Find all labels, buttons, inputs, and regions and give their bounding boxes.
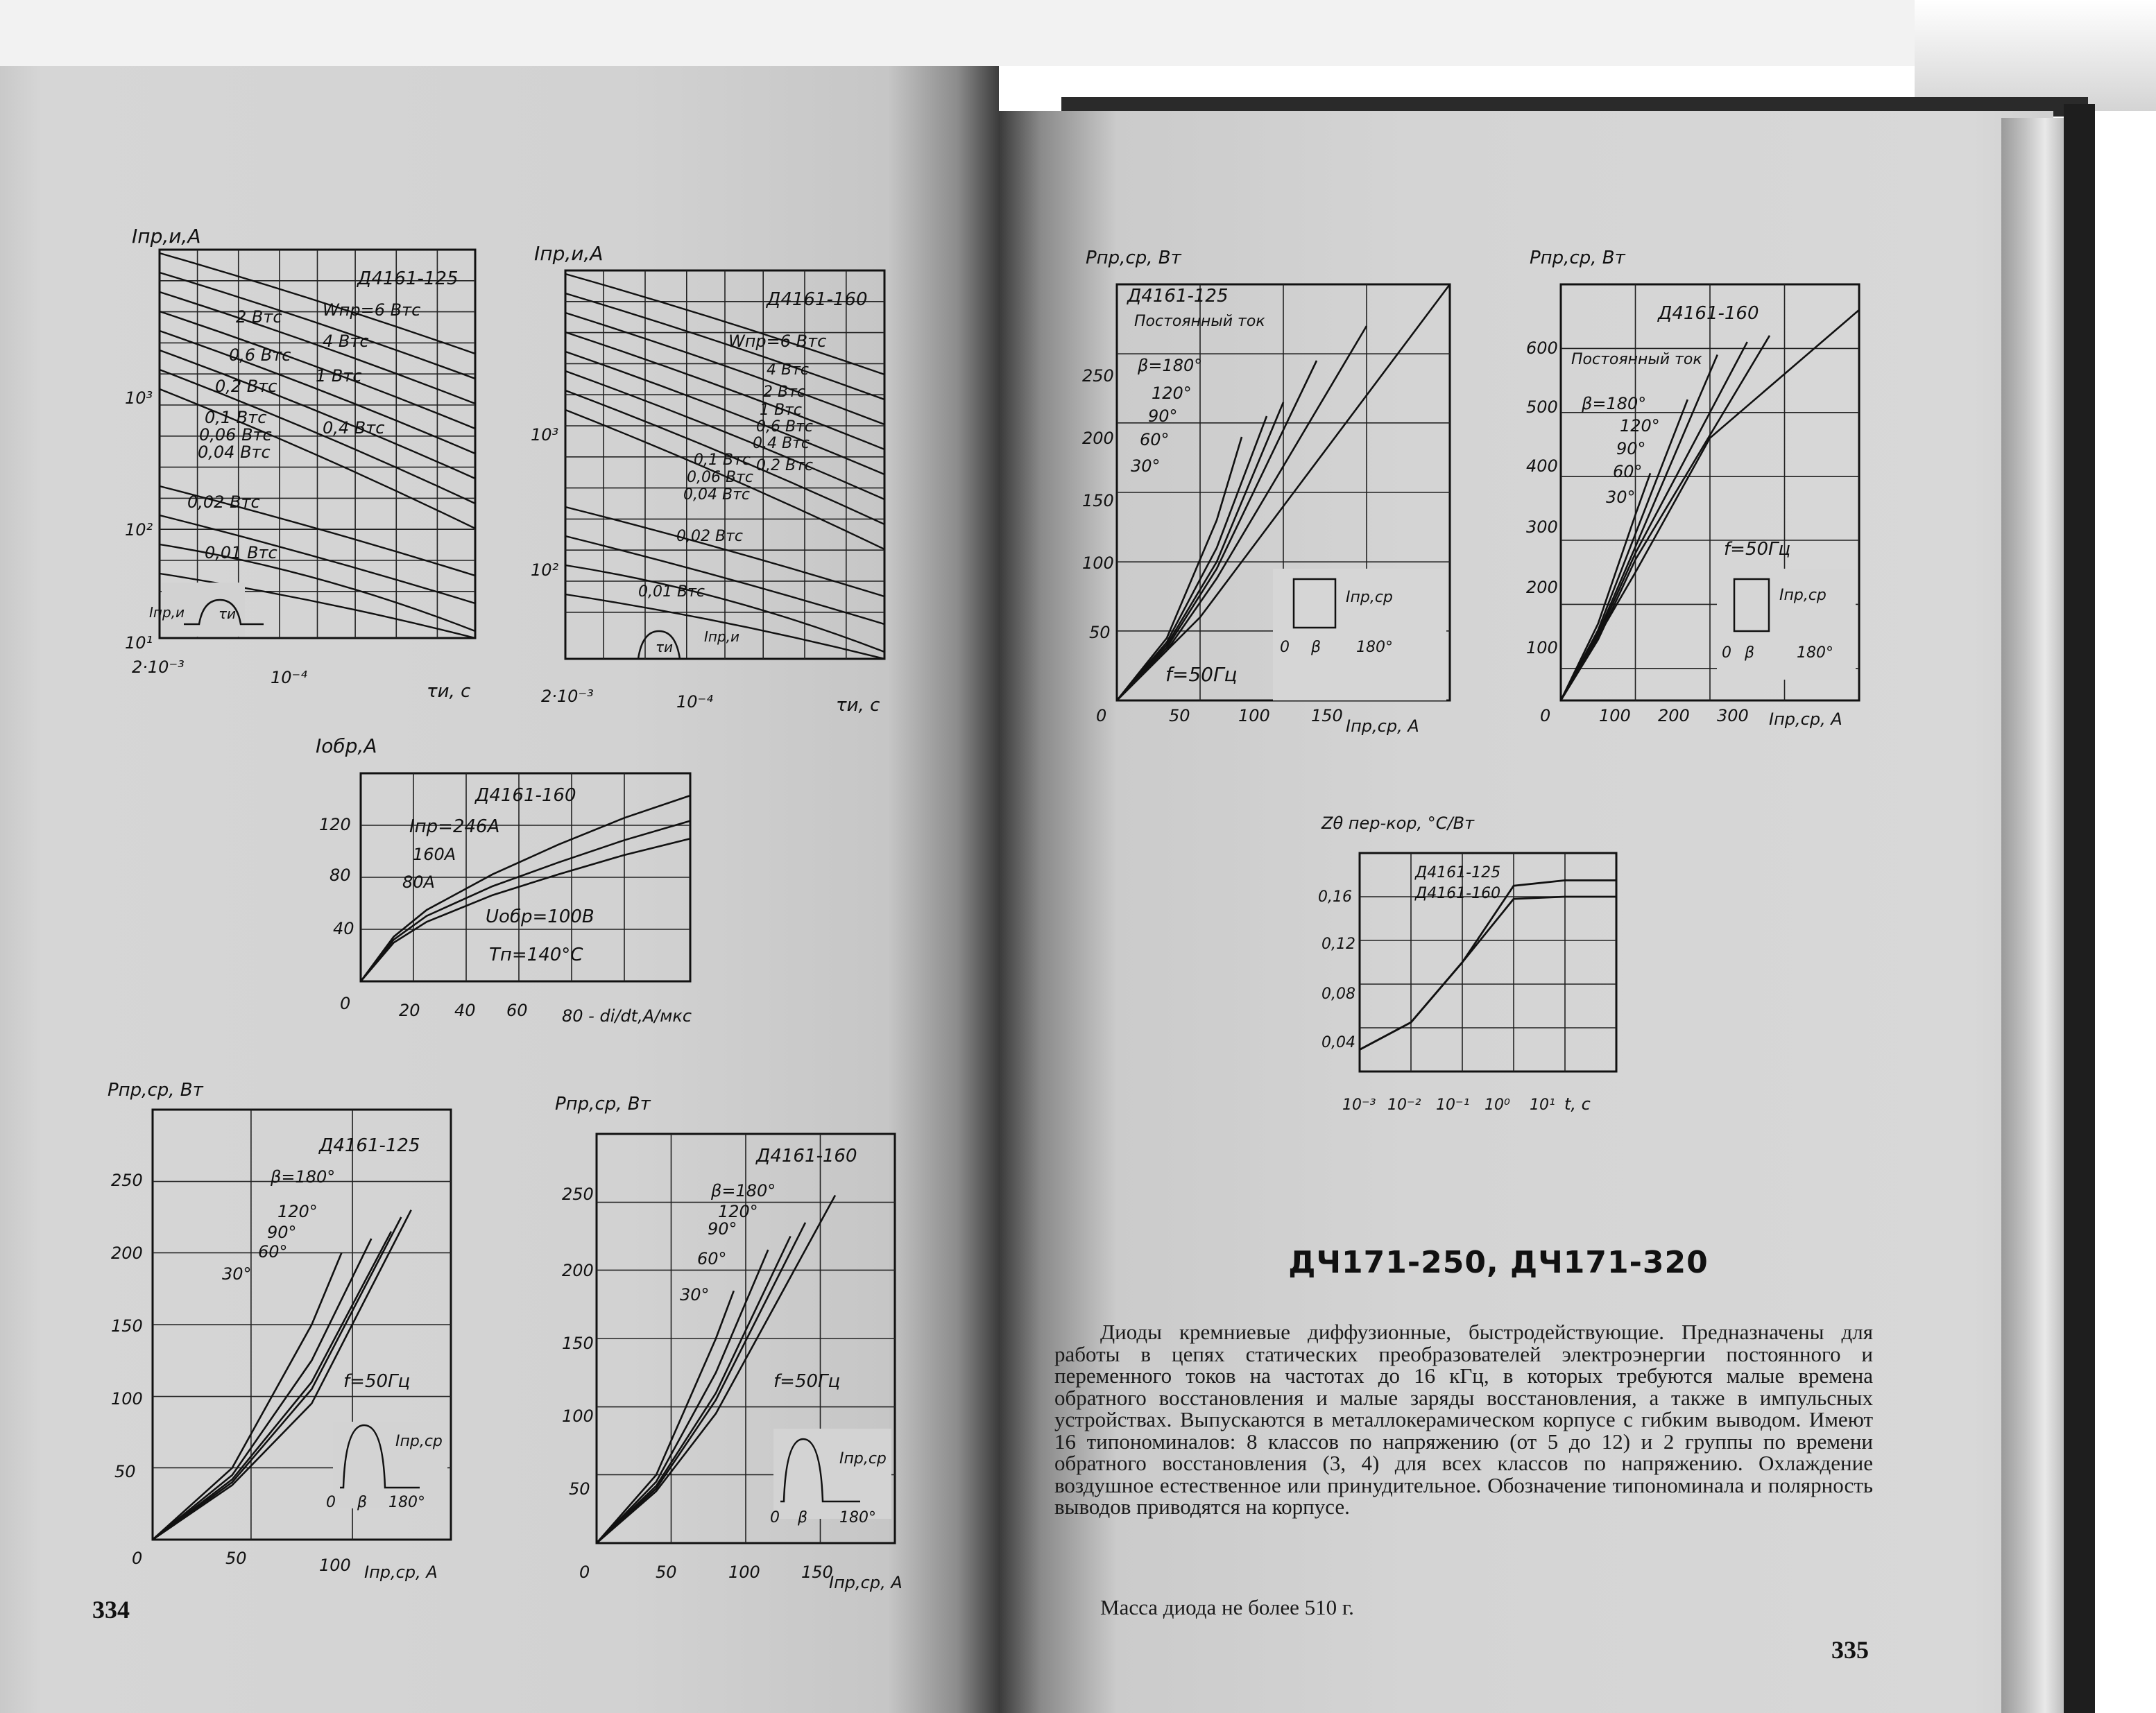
chart5-xtick-0: 0 — [579, 1563, 590, 1582]
chart6-inset-180: 180° — [1356, 639, 1393, 656]
chart2-ylabel: Iпр,и,А — [534, 242, 604, 265]
chart8-xtick-5: 10¹ — [1530, 1096, 1555, 1114]
chart5-inset-beta: β — [798, 1509, 808, 1526]
chart4-inset-180: 180° — [388, 1494, 425, 1511]
chart1-inset-current: Iпр,и — [149, 604, 185, 621]
chart6-ytick-250: 250 — [1082, 366, 1114, 386]
chart2-model: Д4161-160 — [767, 289, 868, 310]
chart2-label-001: 0,01 Втс — [638, 583, 705, 601]
chart3-ytick-80: 80 — [330, 866, 351, 885]
chart4-ylabel: Pпр,ср, Вт — [108, 1080, 203, 1101]
chart5-label-180: β=180° — [711, 1181, 776, 1200]
chart6-ytick-50: 50 — [1089, 623, 1111, 642]
chart3-ytick-120: 120 — [319, 815, 351, 834]
chart1-label-06: 0,6 Втс — [229, 345, 291, 365]
chart4-ytick-250: 250 — [111, 1171, 143, 1190]
chart2-label-6: Wпр=6 Втс — [728, 332, 827, 351]
chart-pulse-current-4161-160 — [527, 236, 916, 721]
chart6-ytick-100: 100 — [1082, 553, 1114, 573]
left-page-number: 334 — [92, 1596, 130, 1624]
chart4-ytick-200: 200 — [111, 1243, 143, 1263]
chart-pulse-current-4161-125 — [121, 222, 510, 721]
chart1-inset-tau: τи — [219, 605, 237, 622]
chart4-ytick-50: 50 — [114, 1462, 136, 1481]
chart1-ytick-10: 10¹ — [125, 633, 153, 653]
chart7-label-90: 90° — [1616, 439, 1646, 458]
chart8-model-125: Д4161-125 — [1415, 864, 1501, 881]
chart8-series-1 — [1360, 897, 1616, 1050]
chart8-xlabel: t, с — [1564, 1094, 1591, 1114]
chart7-ytick-200: 200 — [1526, 578, 1558, 597]
chart8-ytick-008: 0,08 — [1321, 985, 1355, 1003]
chart3-xtick-40: 40 — [454, 1001, 476, 1020]
chart1-label-1: 1 Втс — [316, 366, 362, 386]
chart4-label-120: 120° — [277, 1202, 318, 1221]
chart6-label-60: 60° — [1140, 430, 1170, 449]
chart7-ytick-100: 100 — [1526, 638, 1558, 657]
chart5-xtick-50: 50 — [656, 1563, 677, 1582]
chart8-ylabel: Zθ пер-кор, °С/Вт — [1321, 814, 1475, 833]
chart1-ytick-1000: 10³ — [125, 388, 153, 408]
chart8-xtick-1: 10⁻³ — [1342, 1096, 1376, 1114]
book-cover-edge — [2064, 104, 2095, 1713]
chart-power-4161-125 — [104, 1078, 493, 1599]
chart-thermal-impedance — [1308, 804, 1641, 1130]
chart7-ytick-300: 300 — [1526, 517, 1558, 537]
chart5-inset-current: Iпр,ср — [839, 1450, 887, 1467]
chart7-model: Д4161-160 — [1658, 303, 1759, 324]
chart6-label-180: β=180° — [1138, 356, 1203, 375]
chart2-label-02: 0,2 Втс — [756, 457, 813, 474]
chart1-model: Д4161-125 — [357, 268, 459, 289]
chart3-xtick-0: 0 — [340, 994, 351, 1013]
chart3-reverse-voltage: Uобр=100В — [486, 906, 594, 927]
chart5-inset-180: 180° — [839, 1509, 876, 1526]
chart6-xtick-150: 150 — [1311, 706, 1343, 725]
chart7-xtick-200: 200 — [1658, 706, 1690, 725]
chart2-label-1: 1 Втс — [760, 402, 802, 419]
chart4-frequency: f=50Гц — [343, 1371, 411, 1392]
chart7-ylabel: Pпр,ср, Вт — [1530, 248, 1625, 268]
chart6-xtick-0: 0 — [1096, 706, 1107, 725]
chart5-label-120: 120° — [718, 1202, 758, 1221]
chart1-label-004: 0,04 Втс — [198, 442, 271, 462]
chart3-temperature: Tп=140°С — [489, 945, 583, 965]
chart7-inset-zero: 0 — [1722, 644, 1731, 662]
chart4-label-180: β=180° — [271, 1167, 336, 1187]
chart-power-dc-4161-160 — [1523, 243, 1883, 742]
chart2-label-2: 2 Втс — [763, 384, 805, 401]
chart6-label-120: 120° — [1152, 384, 1192, 403]
chart7-inset-bg — [1717, 569, 1856, 680]
chart5-label-60: 60° — [697, 1249, 727, 1268]
chart2-xlabel: τи, с — [836, 695, 880, 716]
chart2-ytick-100: 10² — [531, 560, 559, 580]
chart1-label-002: 0,02 Втс — [187, 492, 260, 512]
chart5-xtick-100: 100 — [728, 1563, 760, 1582]
chart6-ytick-150: 150 — [1082, 491, 1114, 510]
chart6-inset-current: Iпр,ср — [1346, 589, 1393, 606]
chart2-ytick-1000: 10³ — [531, 425, 559, 445]
chart7-xlabel: Iпр,ср, А — [1769, 709, 1842, 729]
chart2-label-004: 0,04 Втс — [683, 486, 750, 503]
page-fore-edge — [2001, 118, 2064, 1713]
chart6-inset-beta: β — [1311, 639, 1321, 656]
chart8-xtick-4: 10⁰ — [1485, 1096, 1510, 1114]
chart2-label-002: 0,02 Втс — [676, 528, 743, 545]
chart4-xlabel: Iпр,ср, А — [364, 1563, 438, 1582]
chart8-series-0 — [1360, 880, 1616, 1049]
chart5-model: Д4161-160 — [756, 1146, 857, 1167]
chart3-label-246: Iпр=246А — [409, 816, 500, 837]
mass-note: Масса диода не более 510 г. — [1100, 1595, 1354, 1619]
chart6-model: Д4161-125 — [1127, 286, 1229, 307]
chart8-model-160: Д4161-160 — [1415, 885, 1501, 902]
chart6-label-90: 90° — [1148, 406, 1178, 426]
chart4-ytick-150: 150 — [111, 1316, 143, 1336]
chart3-label-160: 160А — [413, 845, 456, 864]
chart2-xtick-1: 2·10⁻³ — [541, 687, 594, 706]
chart4-xtick-0: 0 — [132, 1549, 143, 1568]
chart8-ytick-016: 0,16 — [1318, 888, 1352, 906]
chart5-ytick-100: 100 — [562, 1406, 594, 1426]
chart4-model: Д4161-125 — [319, 1135, 420, 1156]
chart4-label-90: 90° — [267, 1223, 297, 1242]
chart7-ytick-600: 600 — [1526, 338, 1558, 358]
chart5-xlabel: Iпр,ср, А — [829, 1573, 902, 1592]
chart1-xtick-2: 10⁻⁴ — [271, 668, 307, 687]
chart3-xtick-60: 60 — [506, 1001, 528, 1020]
chart5-ytick-150: 150 — [562, 1334, 594, 1353]
chart7-dc-label: Постоянный ток — [1571, 351, 1702, 368]
chart7-ytick-500: 500 — [1526, 397, 1558, 417]
chart2-inset-tau: τи — [656, 639, 674, 655]
chart5-ytick-250: 250 — [562, 1185, 594, 1204]
chart5-ylabel: Pпр,ср, Вт — [555, 1094, 651, 1114]
chart4-xtick-50: 50 — [225, 1549, 247, 1568]
chart5-label-90: 90° — [708, 1219, 737, 1239]
chart7-inset-beta: β — [1745, 644, 1755, 662]
chart8-xtick-3: 10⁻¹ — [1436, 1096, 1470, 1114]
description-paragraph: Диоды кремниевые диффузионные, быстродействующие. Предназначены для работы в цепях статических преобразователей электроэнергии постоянного и переменного токов на частотах до 16 кГц, в которых требуются малые времена обратного восстановления и малые заряды восстановления, а также в импульсных устройствах. Выпускаются в металлокерамическом корпусе с гибким выводом. Имеют 16 типономиналов: 8 классов по напряжению (от 5 до 12) и 2 группы по времени обратного восстановления (3, 4) для всех классов по напряжению. Охлаждение воздушное естественное или принудительное. Обозначение типономинала и полярность выводов приводятся на корпусе. — [1054, 1320, 1873, 1519]
chart4-inset-zero: 0 — [326, 1494, 336, 1511]
chart6-label-30: 30° — [1131, 456, 1161, 476]
chart1-label-6: Wпр=6 Втс — [323, 300, 421, 320]
chart2-label-04: 0,4 Втс — [753, 435, 810, 452]
chart8-ytick-012: 0,12 — [1321, 936, 1355, 953]
chart7-xtick-300: 300 — [1717, 706, 1749, 725]
right-page-number: 335 — [1831, 1636, 1869, 1664]
chart1-label-4: 4 Втс — [323, 332, 369, 351]
chart1-label-01: 0,1 Втс — [205, 408, 267, 427]
chart7-label-180: β=180° — [1582, 394, 1647, 413]
chart6-xtick-50: 50 — [1169, 706, 1190, 725]
chart1-label-2: 2 Втс — [236, 307, 282, 327]
chart3-xlabel: 80 - di/dt,А/мкс — [562, 1006, 692, 1026]
chart1-xlabel: τи, с — [427, 681, 471, 702]
chart7-xtick-0: 0 — [1540, 706, 1551, 725]
chart1-label-04: 0,4 Втс — [323, 418, 385, 438]
chart7-label-120: 120° — [1620, 416, 1660, 436]
scan-background — [0, 0, 2156, 66]
chart3-xtick-20: 20 — [399, 1001, 420, 1020]
chart6-frequency: f=50Гц — [1165, 663, 1238, 686]
chart7-inset-current: Iпр,ср — [1779, 587, 1826, 604]
chart3-model: Д4161-160 — [475, 785, 576, 806]
chart7-frequency: f=50Гц — [1724, 539, 1791, 560]
chart5-ytick-50: 50 — [569, 1479, 590, 1499]
chart2-label-01: 0,1 Втс — [694, 451, 751, 469]
chart-power-4161-160 — [541, 1092, 930, 1606]
chart2-label-006: 0,06 Втс — [687, 469, 753, 486]
c7-series-0 — [1561, 473, 1650, 700]
chart-reverse-current — [309, 732, 711, 1037]
chart-power-dc-4161-125 — [1079, 243, 1453, 749]
chart7-label-30: 30° — [1606, 488, 1636, 507]
chart1-ylabel: Iпр,и,А — [132, 225, 201, 248]
chart6-xlabel: Iпр,ср, А — [1346, 716, 1419, 736]
chart4-inset-beta: β — [357, 1494, 368, 1511]
chart3-ytick-40: 40 — [333, 919, 354, 938]
section-heading: ДЧ171-250, ДЧ171-320 — [1288, 1245, 1709, 1280]
chart3-label-80: 80А — [402, 872, 435, 892]
chart7-label-60: 60° — [1613, 462, 1643, 481]
chart5-inset-zero: 0 — [770, 1509, 780, 1526]
chart8-ytick-004: 0,04 — [1321, 1034, 1355, 1051]
chart6-dc-label: Постоянный ток — [1134, 313, 1265, 330]
scanner-glare — [1915, 0, 2156, 111]
chart4-ytick-100: 100 — [111, 1389, 143, 1409]
chart4-label-60: 60° — [258, 1242, 288, 1262]
chart1-label-006: 0,06 Втс — [199, 425, 272, 445]
chart6-xtick-100: 100 — [1238, 706, 1270, 725]
chart4-xtick-100: 100 — [319, 1556, 351, 1575]
chart7-ytick-400: 400 — [1526, 456, 1558, 476]
chart8-xtick-2: 10⁻² — [1387, 1096, 1421, 1114]
chart7-xtick-100: 100 — [1599, 706, 1631, 725]
chart1-label-02: 0,2 Втс — [215, 377, 277, 396]
chart2-label-4: 4 Втс — [767, 361, 809, 379]
chart4-label-30: 30° — [222, 1264, 252, 1284]
chart5-label-30: 30° — [680, 1285, 710, 1305]
chart6-ylabel: Pпр,ср, Вт — [1086, 248, 1181, 268]
chart4-inset-current: Iпр,ср — [395, 1433, 443, 1450]
chart2-label-06: 0,6 Втс — [756, 418, 813, 436]
chart2-inset-current: Iпр,и — [704, 628, 740, 645]
chart5-inset-bg — [773, 1429, 891, 1519]
chart6-inset-zero: 0 — [1280, 639, 1290, 656]
chart5-frequency: f=50Гц — [773, 1371, 841, 1392]
chart2-xtick-2: 10⁻⁴ — [676, 692, 713, 712]
chart3-ylabel: Iобр,А — [316, 734, 377, 757]
chart5-ytick-200: 200 — [562, 1261, 594, 1280]
chart6-ytick-200: 200 — [1082, 429, 1114, 448]
chart1-xtick-1: 2·10⁻³ — [132, 657, 185, 677]
chart5-xtick-150: 150 — [801, 1563, 833, 1582]
chart1-label-001: 0,01 Втс — [205, 543, 277, 562]
chart1-ytick-100: 10² — [125, 520, 153, 540]
chart7-inset-180: 180° — [1797, 644, 1833, 662]
